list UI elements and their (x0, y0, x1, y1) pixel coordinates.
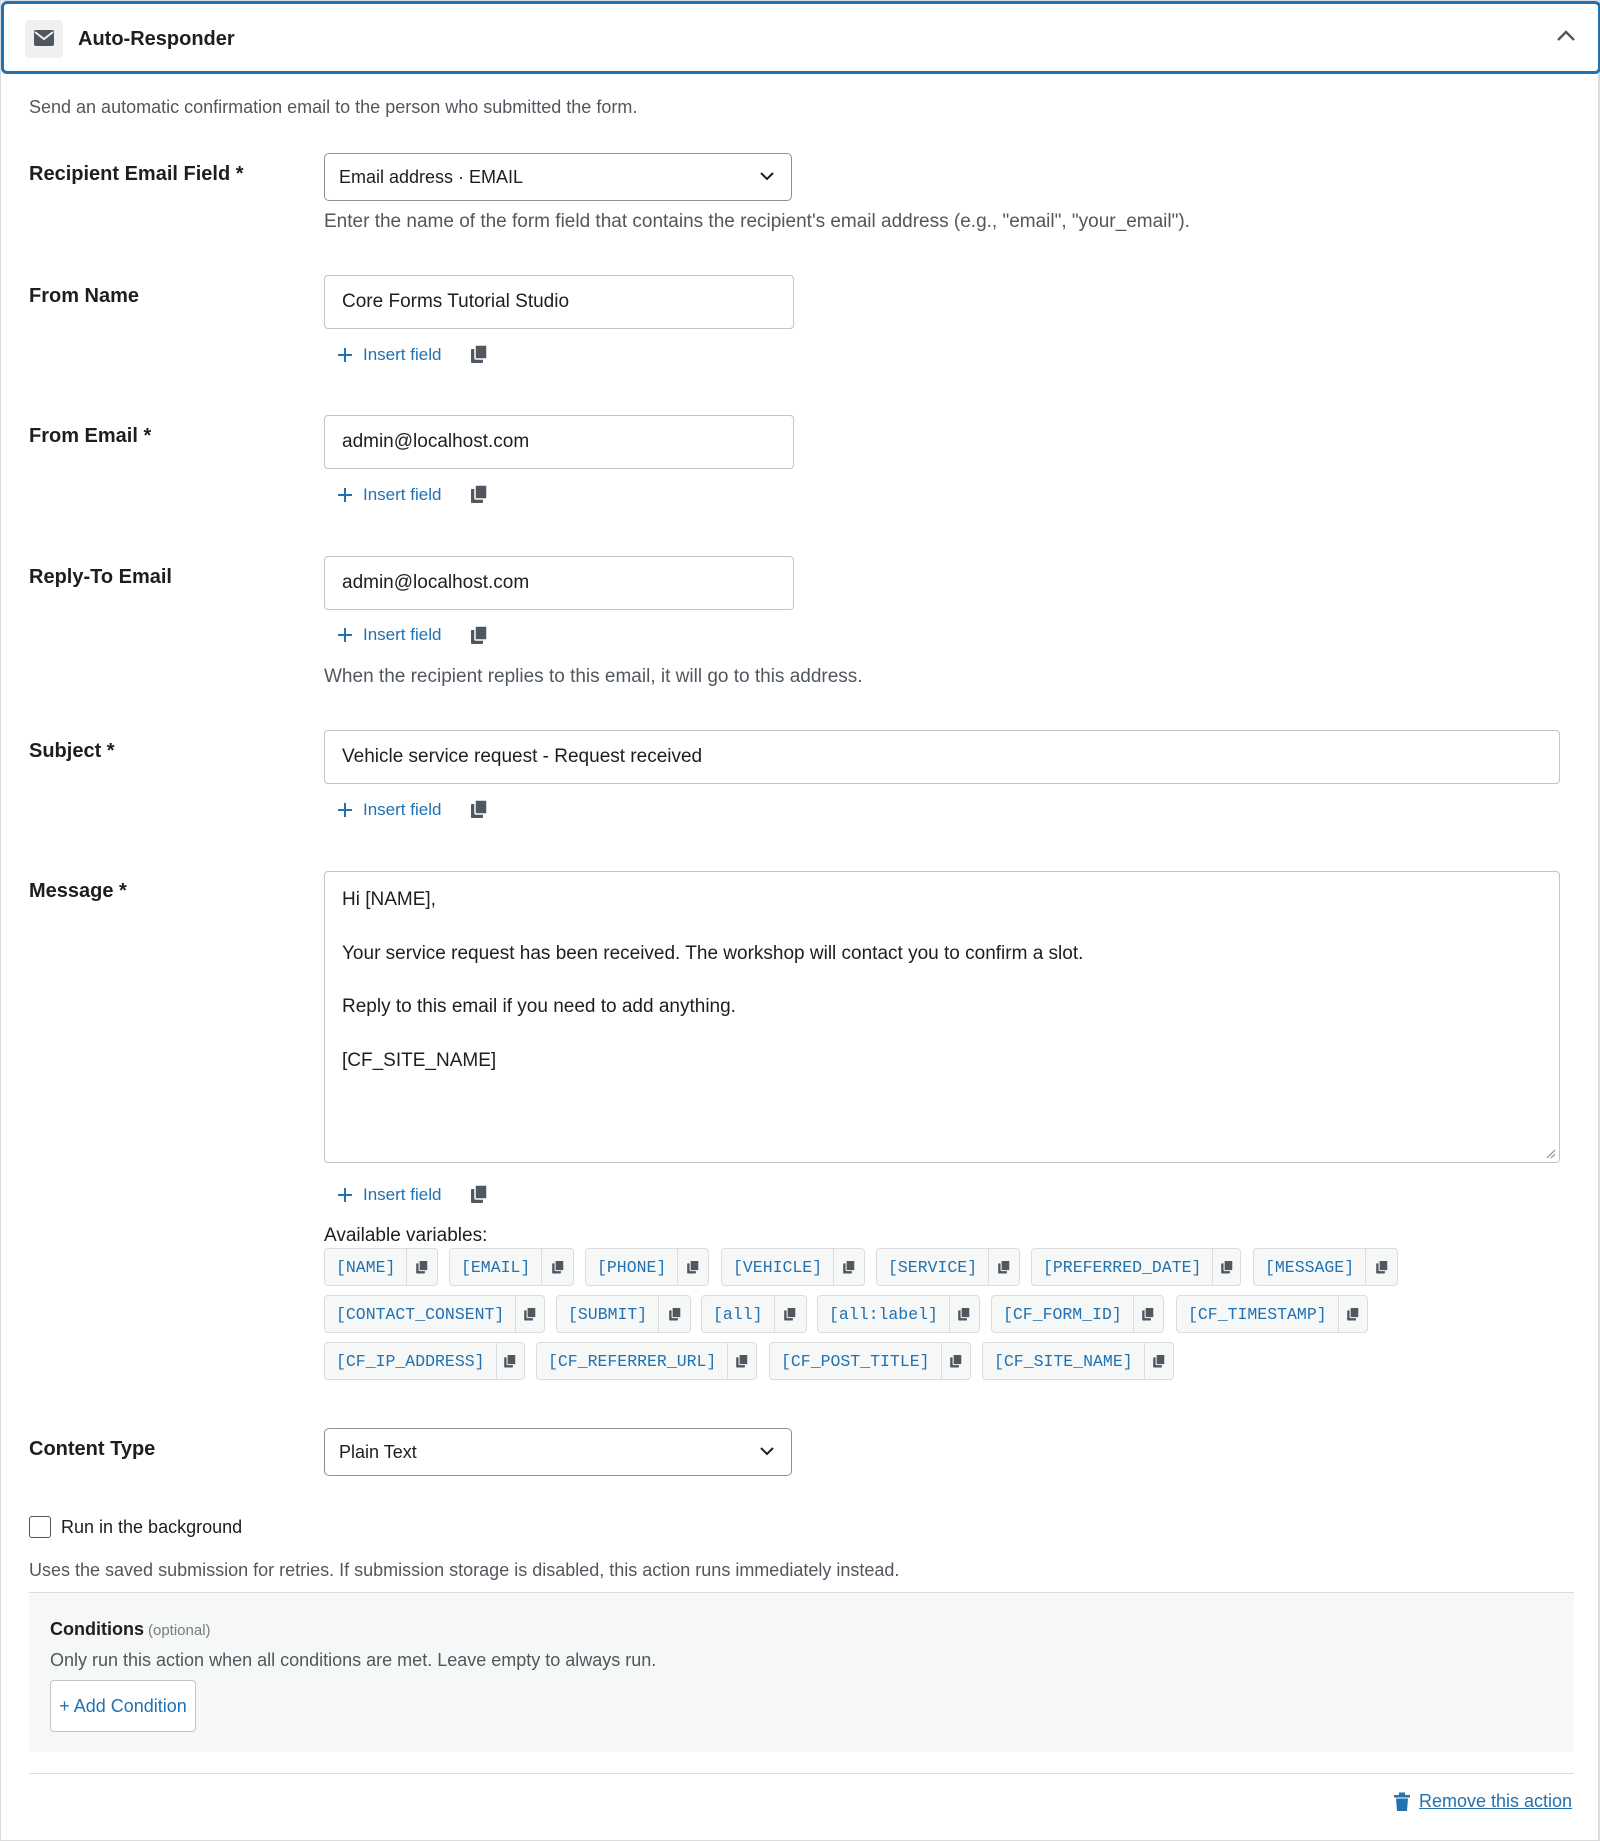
variable-token[interactable]: [NAME] (336, 1257, 396, 1277)
copy-icon[interactable] (541, 1249, 573, 1285)
plus-icon (335, 485, 355, 505)
copy-icon[interactable] (774, 1296, 806, 1332)
variable-token[interactable]: [CF_FORM_ID] (1003, 1304, 1122, 1324)
variable-chip[interactable] (449, 1248, 574, 1286)
variable-token[interactable]: [CF_IP_ADDRESS] (336, 1351, 485, 1371)
trash-icon (1393, 1792, 1411, 1812)
variable-token[interactable]: [CF_REFERRER_URL] (548, 1351, 717, 1371)
panel-title: Auto-Responder (78, 28, 235, 50)
variable-chip[interactable] (536, 1342, 757, 1380)
remove-action-label: Remove this action (1419, 1791, 1573, 1811)
message-line: Reply to this email if you need to add anything. (342, 996, 736, 1017)
variable-chip[interactable] (324, 1342, 525, 1380)
from-name-label: From Name (29, 285, 140, 307)
variable-token[interactable]: [PREFERRED_DATE] (1043, 1257, 1202, 1277)
variable-chip[interactable] (1031, 1248, 1241, 1286)
recipient-select[interactable] (324, 153, 792, 201)
run-in-background-label[interactable]: Run in the background (61, 1517, 243, 1537)
variable-token[interactable]: [all] (713, 1304, 763, 1324)
variable-token[interactable]: [CF_POST_TITLE] (781, 1351, 930, 1371)
variable-chip[interactable] (876, 1248, 1020, 1286)
from-email-input[interactable]: admin@localhost.com (324, 415, 794, 469)
variable-chip[interactable] (1253, 1248, 1398, 1286)
add-condition-button[interactable]: + Add Condition (50, 1680, 196, 1732)
panel-header[interactable] (1, 1, 1600, 74)
copy-icon[interactable] (1338, 1296, 1367, 1332)
insert-field-label: Insert field (363, 485, 442, 504)
message-line: [CF_SITE_NAME] (342, 1049, 497, 1071)
copy-icon[interactable] (1365, 1249, 1397, 1285)
recipient-help: Enter the name of the form field that contains the recipient's email address (e.g., "email", "your_email"). (324, 211, 1190, 232)
copy-icon[interactable] (515, 1296, 544, 1332)
copy-icon[interactable] (468, 483, 490, 505)
remove-action-link[interactable] (1393, 1791, 1572, 1812)
recipient-select-value: Email address · EMAIL (339, 167, 524, 187)
variable-chip[interactable] (701, 1295, 807, 1333)
variable-token[interactable]: [SUBMIT] (568, 1304, 648, 1324)
reply-to-label: Reply-To Email (29, 566, 172, 588)
conditions-description: Only run this action when all conditions are met. Leave empty to always run. (50, 1650, 657, 1670)
copy-icon[interactable] (677, 1249, 708, 1285)
insert-field-label: Insert field (363, 625, 442, 644)
variable-token[interactable]: [MESSAGE] (1265, 1257, 1355, 1277)
insert-field-label: Insert field (363, 345, 442, 364)
variable-token[interactable]: [CF_TIMESTAMP] (1188, 1304, 1327, 1324)
from-email-insert-field-button[interactable] (335, 483, 441, 507)
content-type-select[interactable] (324, 1428, 792, 1476)
variable-chip[interactable] (982, 1342, 1174, 1380)
mail-icon (25, 20, 63, 58)
copy-icon[interactable] (468, 343, 490, 365)
conditions-title-text: Conditions (50, 1619, 144, 1639)
conditions-title (50, 1619, 211, 1640)
variable-token[interactable]: [SERVICE] (888, 1257, 978, 1277)
copy-icon[interactable] (833, 1249, 864, 1285)
content-type-label: Content Type (29, 1438, 156, 1460)
divider (29, 1773, 1574, 1774)
message-insert-field-button[interactable] (335, 1183, 441, 1207)
copy-icon[interactable] (406, 1249, 437, 1285)
variable-token[interactable]: [PHONE] (597, 1257, 667, 1277)
from-name-input[interactable]: Core Forms Tutorial Studio (324, 275, 794, 329)
variable-chip[interactable] (721, 1248, 865, 1286)
message-line: Hi [NAME], (342, 889, 436, 910)
chevron-down-icon (759, 1445, 775, 1457)
plus-icon (335, 345, 355, 365)
chevron-up-icon[interactable] (1555, 29, 1583, 53)
subject-input[interactable]: Vehicle service request - Request received (324, 730, 1560, 784)
plus-icon (335, 625, 355, 645)
copy-icon[interactable] (496, 1343, 524, 1379)
plus-icon (335, 800, 355, 820)
variable-token[interactable]: [CONTACT_CONSENT] (336, 1304, 505, 1324)
variable-token[interactable]: [VEHICLE] (733, 1257, 823, 1277)
copy-icon[interactable] (468, 798, 490, 820)
conditions-section (29, 1592, 1574, 1752)
variable-chip[interactable] (769, 1342, 971, 1380)
plus-icon (335, 1185, 355, 1205)
conditions-optional: (optional) (147, 1622, 211, 1639)
resize-handle-icon[interactable] (1544, 1147, 1556, 1159)
run-in-background-checkbox[interactable] (29, 1516, 51, 1538)
copy-icon[interactable] (949, 1296, 979, 1332)
variable-token[interactable]: [CF_SITE_NAME] (994, 1351, 1133, 1371)
variable-chip[interactable] (324, 1248, 438, 1286)
recipient-label: Recipient Email Field * (29, 163, 244, 185)
copy-icon[interactable] (1212, 1249, 1240, 1285)
variable-chip[interactable] (991, 1295, 1164, 1333)
subject-insert-field-button[interactable] (335, 798, 441, 822)
reply-to-help: When the recipient replies to this email, it will go to this address. (324, 666, 863, 687)
subject-label: Subject * (29, 740, 115, 762)
panel-description: Send an automatic confirmation email to the person who submitted the form. (29, 97, 638, 117)
from-email-label: From Email * (29, 425, 152, 447)
message-line: Your service request has been received. The workshop will contact you to confirm a slot. (342, 942, 1084, 964)
message-textarea[interactable] (324, 871, 1560, 1163)
copy-icon[interactable] (988, 1249, 1019, 1285)
reply-to-insert-field-button[interactable] (335, 623, 441, 647)
variable-chip[interactable] (324, 1295, 545, 1333)
variable-chip[interactable] (1176, 1295, 1368, 1333)
variable-chip[interactable] (556, 1295, 691, 1333)
copy-icon[interactable] (658, 1296, 690, 1332)
message-label: Message * (29, 880, 127, 902)
insert-field-label: Insert field (363, 1185, 442, 1204)
copy-icon[interactable] (727, 1343, 756, 1379)
copy-icon[interactable] (941, 1343, 970, 1379)
reply-to-input[interactable]: admin@localhost.com (324, 556, 794, 610)
copy-icon[interactable] (468, 1183, 490, 1205)
copy-icon[interactable] (1144, 1343, 1173, 1379)
variable-chip[interactable] (585, 1248, 709, 1286)
available-variables-label: Available variables: (324, 1225, 488, 1246)
content-type-select-value: Plain Text (339, 1442, 417, 1462)
copy-icon[interactable] (1133, 1296, 1163, 1332)
variable-token[interactable]: [EMAIL] (461, 1257, 531, 1277)
chevron-down-icon (759, 170, 775, 182)
variable-token[interactable]: [all:label] (829, 1304, 938, 1324)
copy-icon[interactable] (468, 624, 490, 646)
run-in-background-help: Uses the saved submission for retries. If submission storage is disabled, this action runs immediately instead. (29, 1560, 900, 1580)
from-name-insert-field-button[interactable] (335, 343, 441, 367)
insert-field-label: Insert field (363, 800, 442, 819)
variable-chip[interactable] (817, 1295, 980, 1333)
